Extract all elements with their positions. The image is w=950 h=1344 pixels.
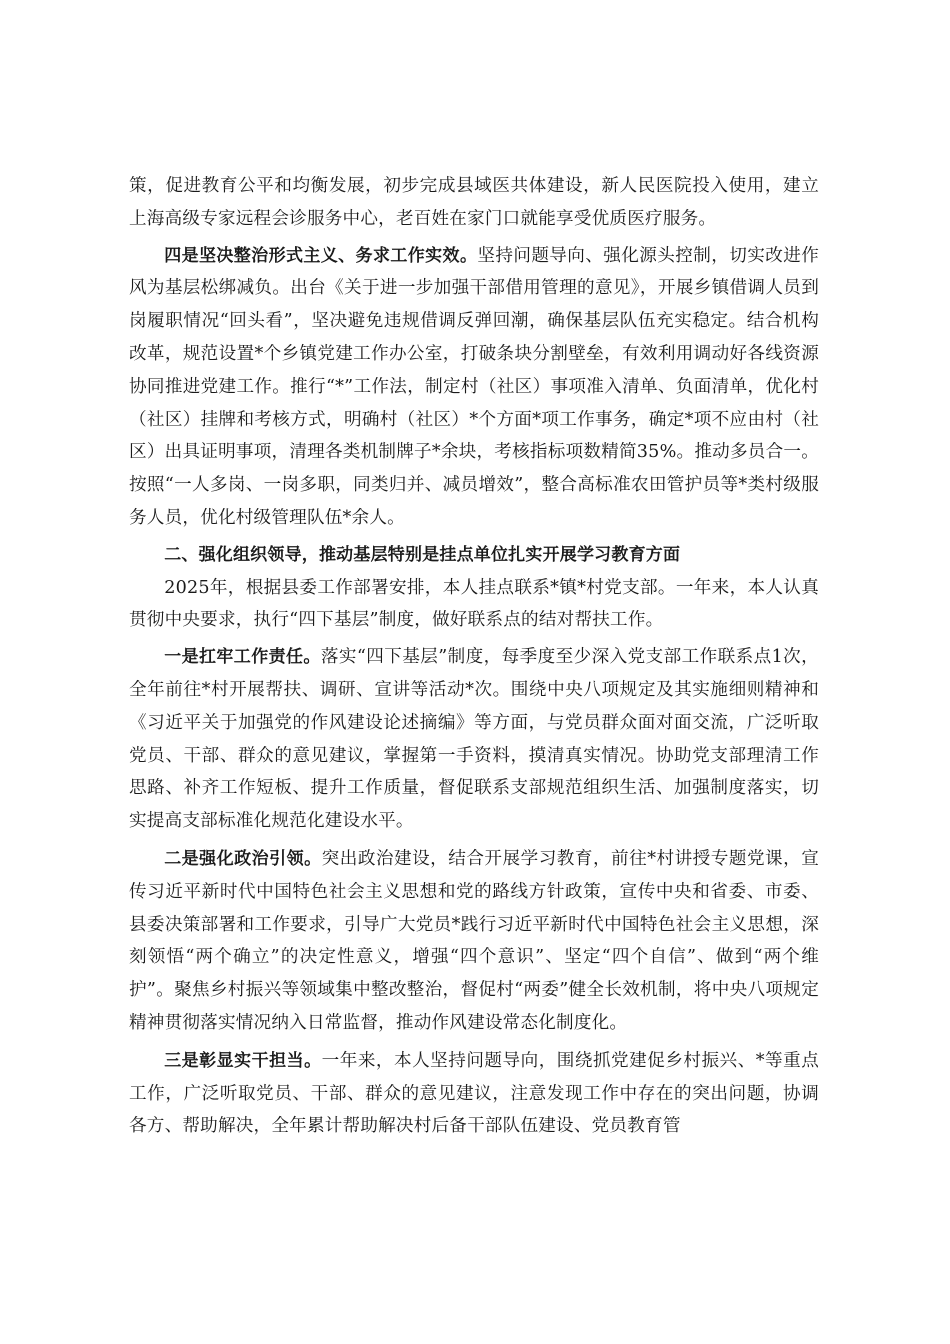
paragraph-intro	[129, 572, 819, 638]
paragraph-text: 策，促进教育公平和均衡发展，初步完成县域医共体建设，新人民医院投入使用，建立上海高级专家远程会诊服务中心，老百姓在家门口就能享受优质医疗服务。	[129, 176, 819, 229]
paragraph-text: 突出政治建设，结合开展学习教育，前往*村讲授专题党课，宣传习近平新时代中国特色社会主义思想和党的路线方针政策，宣传中央和省委、市委、县委决策部署和工作要求，引导广大党员*践行习近平新时代中国特色社会主义思想，深刻领悟“两个确立”的决定性意义，增强“四个意识”、坚定“四个自信”、做到“两个维护”。聚焦乡村振兴等领域集中整改整治，督促村“两委”健全长效机制，将中央八项规定精神贯彻落实情况纳入日常监督，推动作风建设常态化制度化。	[129, 848, 819, 1033]
paragraph-point-two	[129, 843, 819, 1040]
paragraph-lead: 二是强化政治引领。	[164, 848, 322, 869]
paragraph-lead: 一是扛牢工作责任。	[164, 647, 321, 668]
document-body	[129, 170, 819, 1143]
paragraph-point-one	[129, 641, 819, 838]
paragraph-continuation	[129, 170, 819, 236]
paragraph-lead: 四是坚决整治形式主义、务求工作实效。	[164, 245, 478, 266]
paragraph-point-four	[129, 240, 819, 535]
paragraph-text: 2025年，根据县委工作部署安排，本人挂点联系*镇*村党支部。一年来，本人认真贯彻中央要求，执行“四下基层”制度，做好联系点的结对帮扶工作。	[129, 577, 819, 631]
paragraph-lead: 三是彰显实干担当。	[164, 1050, 322, 1071]
paragraph-point-three	[129, 1045, 819, 1143]
paragraph-text: 坚持问题导向、强化源头控制，切实改进作风为基层松绑减负。出台《关于进一步加强干部借用管理的意见》，开展乡镇借调人员到岗履职情况“回头看”，坚决避免违规借调反弹回潮，确保基层队伍充实稳定。结合机构改革，规范设置*个乡镇党建工作办公室，打破条块分割壁垒，有效利用调动好各线资源协同推进党建工作。推行“*”工作法，制定村（社区）事项准入清单、负面清单，优化村（社区）挂牌和考核方式，明确村（社区）*个方面*项工作事务，确定*项不应由村（社区）出具证明事项，清理各类机制牌子*余块，考核指标项数精简35%。推动多员合一。按照“一人多岗、一岗多职，同类归并、减员增效”，整合高标准农田管护员等*类村级服务人员，优化村级管理队伍*余人。	[129, 245, 819, 528]
section-heading	[129, 539, 819, 572]
paragraph-text: 一年来，本人坚持问题导向，围绕抓党建促乡村振兴、*等重点工作，广泛听取党员、干部、群众的意见建议，注意发现工作中存在的突出问题，协调各方、帮助解决，全年累计帮助解决村后备干部队伍建设、党员教育管	[129, 1050, 819, 1137]
paragraph-text: 落实“四下基层”制度，每季度至少深入党支部工作联系点1次，全年前往*村开展帮扶、调研、宣讲等活动*次。围绕中央八项规定及其实施细则精神和《习近平关于加强党的作风建设论述摘编》等方面，与党员群众面对面交流，广泛听取党员、干部、群众的意见建议，掌握第一手资料，摸清真实情况。协助党支部理清工作思路、补齐工作短板、提升工作质量，督促联系支部规范组织生活、加强制度落实，切实提高支部标准化规范化建设水平。	[129, 647, 819, 832]
section-heading-text: 二、强化组织领导，推动基层特别是挂点单位扎实开展学习教育方面	[164, 544, 681, 565]
